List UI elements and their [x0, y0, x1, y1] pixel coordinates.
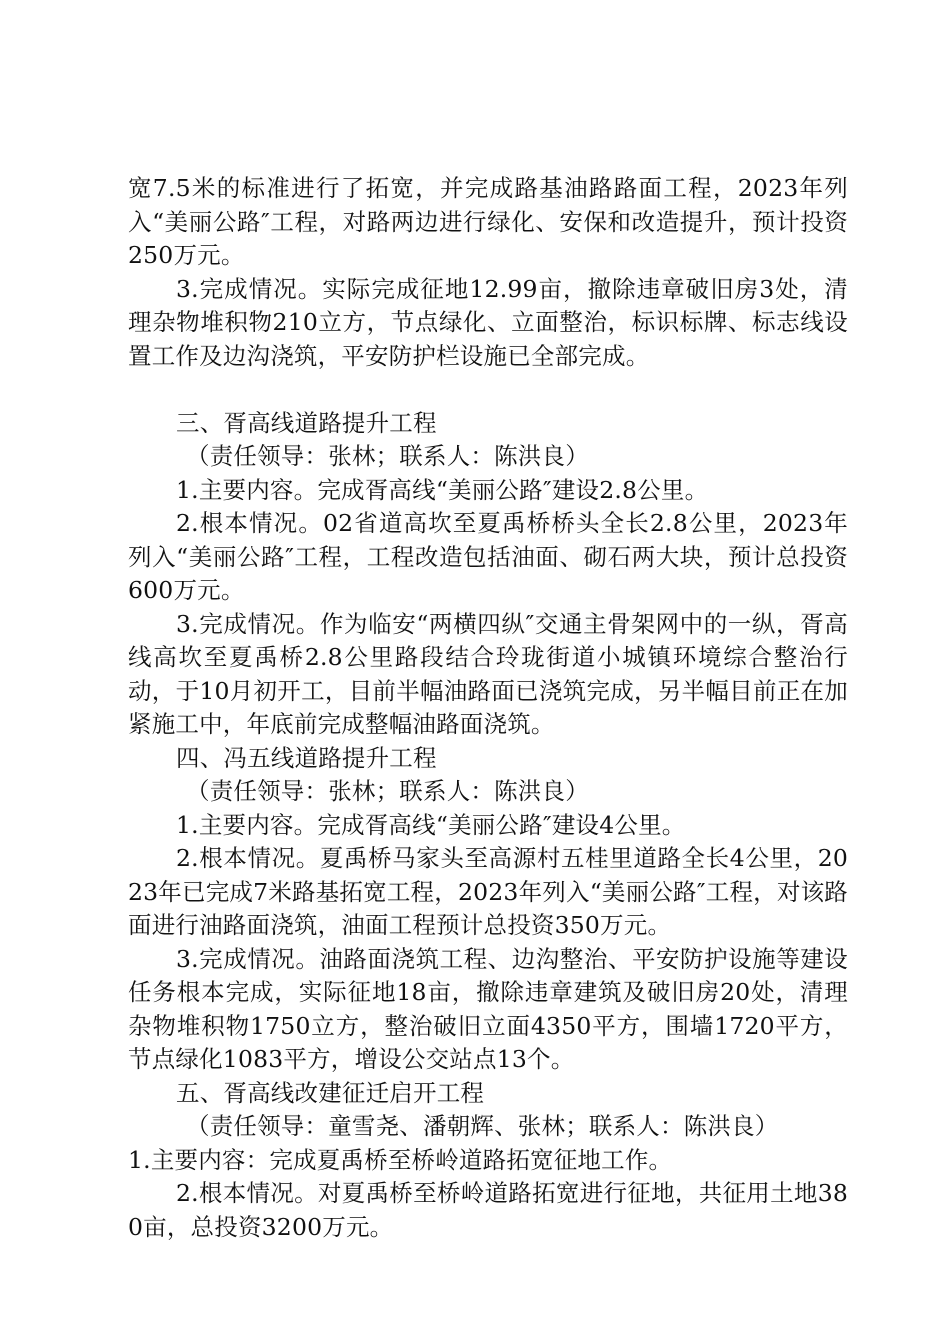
- section-heading-5: 五、胥高线改建征迁启开工程: [176, 1078, 485, 1107]
- paragraph-basic-situation-3: 2.根本情况。02省道高坎至夏禹桥桥头全长2.8公里，2023年列入“美丽公路″工程，工程改造包括油面、砌石两大块，预计总投资600万元。: [128, 509, 848, 604]
- document-body: [128, 172, 848, 1244]
- paragraph-completion-status: 3.完成情况。实际完成征地12.99亩，撤除违章破旧房3处，清理杂物堆积物210立方，节点绿化、立面整治，标识标牌、标志线设置工作及边沟浇筑，平安防护栏设施已全部完成。: [128, 274, 848, 370]
- paragraph-gap: [128, 373, 848, 407]
- paragraph-main-content-3: 1.主要内容。完成胥高线“美丽公路″建设2.8公里。: [176, 475, 709, 504]
- paragraph-completion-3: 3.完成情况。作为临安“两横四纵″交通主骨架网中的一纵，胥高线高坎至夏禹桥2.8公里路段结合玲珑街道小城镇环境综合整治行动，于10月初开工，目前半幅油路面已浇筑完成，另半幅目前正在加紧施工中，年底前完成整幅油路面浇筑。: [128, 609, 848, 738]
- paragraph-main-content-4: 1.主要内容。完成胥高线“美丽公路″建设4公里。: [176, 810, 686, 839]
- paragraph-completion-4: 3.完成情况。油路面浇筑工程、边沟整治、平安防护设施等建设任务根本完成，实际征地18亩，撤除违章建筑及破旧房20处，清理杂物堆积物1750立方，整治破旧立面4350平方，围墙1720平方，节点绿化1083平方，增设公交站点13个。: [128, 944, 848, 1073]
- paragraph-main-content-5: 1.主要内容：完成夏禹桥至桥岭道路拓宽征地工作。: [128, 1145, 673, 1174]
- paragraph-continuation: 宽7.5米的标准进行了拓宽，并完成路基油路路面工程，2023年列入“美丽公路″工程，对路两边进行绿化、安保和改造提升，预计投资250万元。: [128, 174, 848, 269]
- paragraph-basic-situation-5: 2.根本情况。对夏禹桥至桥岭道路拓宽进行征地，共征用土地380亩，总投资3200万元。: [128, 1179, 848, 1241]
- section-heading-4: 四、冯五线道路提升工程: [176, 743, 437, 772]
- responsibility-line-3: （责任领导：张林；联系人：陈洪良）: [186, 442, 589, 470]
- section-heading-3: 三、胥高线道路提升工程: [176, 408, 437, 437]
- responsibility-line-5: （责任领导：童雪尧、潘朝辉、张林；联系人：陈洪良）: [186, 1112, 779, 1140]
- paragraph-basic-situation-4: 2.根本情况。夏禹桥马家头至高源村五桂里道路全长4公里，2023年已完成7米路基拓宽工程，2023年列入“美丽公路″工程，对该路面进行油路面浇筑，油面工程预计总投资350万元。: [128, 844, 848, 939]
- responsibility-line-4: （责任领导：张林；联系人：陈洪良）: [186, 777, 589, 805]
